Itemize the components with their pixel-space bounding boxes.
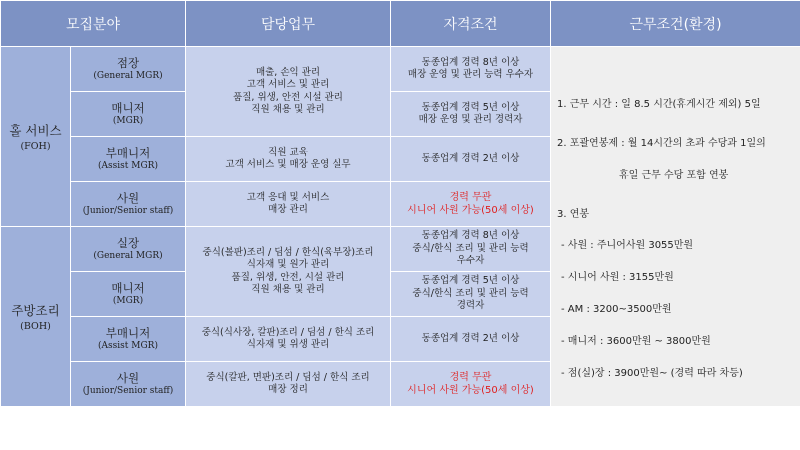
role-cell <box>71 227 186 272</box>
table-row <box>1 47 800 92</box>
role-title-en: (MGR) <box>112 295 144 306</box>
role-title: 매니저 <box>111 281 145 296</box>
duty-line: 중식(볼판)조리 / 딤섬 / 한식(육부장)조리 <box>202 246 374 258</box>
qualification-line: 매장 운영 및 관리 경력자 <box>418 114 523 125</box>
role-title-en: (MGR) <box>112 115 144 126</box>
duty-line: 중식(칼판, 면판)조리 / 딤섬 / 한식 조리 <box>206 371 370 383</box>
role-title-en: (General MGR) <box>93 250 163 261</box>
duty-cell <box>186 182 391 227</box>
role-title: 실장 <box>116 236 140 251</box>
duty-line: 매장 관리 <box>268 204 308 215</box>
role-title-en: (Junior/Senior staff) <box>82 385 174 396</box>
header-row <box>1 1 800 47</box>
duty-cell <box>186 317 391 362</box>
category-label: 주방조리 <box>11 303 60 318</box>
role-title-en: (General MGR) <box>93 70 163 81</box>
category-label-en: (FOH) <box>20 141 51 152</box>
role-title-en: (Assist MGR) <box>98 160 158 171</box>
salary-item: - AM : 3200~3500만원 <box>561 304 672 315</box>
role-title: 사원 <box>116 191 140 206</box>
qualification-cell <box>391 137 551 182</box>
qualification-cell <box>391 362 551 407</box>
qualification-line: 시니어 사원 가능(50세 이상) <box>407 385 534 396</box>
header-field: 모집분야 <box>1 1 186 47</box>
duty-line: 고객 서비스 및 매장 운영 실무 <box>225 159 351 170</box>
duty-cell <box>186 47 391 137</box>
role-cell <box>71 182 186 227</box>
duty-line: 품질, 위생, 안전, 시설 관리 <box>231 271 345 283</box>
duty-cell <box>186 137 391 182</box>
duty-line: 매장 정리 <box>268 384 308 395</box>
salary-item: - 시니어 사원 : 3155만원 <box>561 272 674 283</box>
qualification-line: 경력자 <box>456 300 485 312</box>
category-label-en: (BOH) <box>20 321 51 332</box>
header-conditions: 근무조건(환경) <box>551 1 800 47</box>
duty-cell <box>186 362 391 407</box>
conditions-cell <box>551 47 800 407</box>
category-label: 홀 서비스 <box>9 123 62 138</box>
qualification-line: 동종업계 경력 2년 이상 <box>421 152 520 164</box>
category-boh <box>1 227 71 407</box>
qualification-line: 중식/한식 조리 및 관리 능력 <box>412 287 529 299</box>
qualification-line: 중식/한식 조리 및 관리 능력 <box>412 242 529 254</box>
role-cell <box>71 47 186 92</box>
category-foh <box>1 47 71 227</box>
qualification-line: 동종업계 경력 5년 이상 <box>421 101 520 113</box>
qualification-line: 매장 운영 및 관리 능력 우수자 <box>407 69 534 80</box>
duty-line: 직원 교육 <box>268 146 308 158</box>
salary-item: - 매니저 : 3600만원 ~ 3800만원 <box>561 336 711 347</box>
role-cell <box>71 92 186 137</box>
qualification-cell <box>391 92 551 137</box>
qualification-line: 경력 무관 <box>449 372 492 383</box>
role-title: 매니저 <box>111 101 145 116</box>
condition-hours: 1. 근무 시간 : 일 8.5 시간(휴게시간 제외) 5일 <box>557 99 761 110</box>
role-title-en: (Junior/Senior staff) <box>82 205 174 216</box>
salary-item: - 사원 : 주니어사원 3055만원 <box>561 240 694 251</box>
qualification-line: 동종업계 경력 8년 이상 <box>421 230 520 242</box>
qualification-line: 동종업계 경력 5년 이상 <box>421 275 520 287</box>
qualification-cell <box>391 182 551 227</box>
duty-line: 식자재 및 원가 관리 <box>246 259 330 271</box>
header-duties: 담당업무 <box>186 1 391 47</box>
qualification-cell <box>391 317 551 362</box>
qualification-cell <box>391 227 551 272</box>
role-title: 부매니저 <box>105 326 151 341</box>
duty-line: 고객 응대 및 서비스 <box>246 191 330 203</box>
header-qualifications: 자격조건 <box>391 1 551 47</box>
role-title: 사원 <box>116 371 140 386</box>
role-title: 점장 <box>116 56 140 71</box>
qualification-cell <box>391 272 551 317</box>
role-cell <box>71 272 186 317</box>
duty-line: 고객 서비스 및 관리 <box>246 79 330 91</box>
condition-pay-system: 2. 포괄연봉제 : 월 14시간의 초과 수당과 1일의 <box>557 138 766 149</box>
qualification-line: 우수자 <box>456 255 485 267</box>
duty-line: 직원 채용 및 관리 <box>251 283 325 295</box>
duty-cell <box>186 227 391 317</box>
duty-line: 식자재 및 위생 관리 <box>246 339 330 350</box>
qualification-line: 동종업계 경력 8년 이상 <box>421 56 520 68</box>
duty-line: 직원 채용 및 관리 <box>251 103 325 115</box>
role-cell <box>71 362 186 407</box>
duty-line: 매출, 손익 관리 <box>255 66 321 78</box>
role-title: 부매니저 <box>105 146 151 161</box>
qualification-line: 시니어 사원 가능(50세 이상) <box>407 205 534 216</box>
duty-line: 품질, 위생, 안전 시설 관리 <box>233 91 343 103</box>
role-cell <box>71 317 186 362</box>
condition-salary-title: 3. 연봉 <box>557 209 590 220</box>
duty-line: 중식(식사장, 칼판)조리 / 딤섬 / 한식 조리 <box>201 326 375 338</box>
qualification-cell <box>391 47 551 92</box>
salary-item: - 점(실)장 : 3900만원~ (경력 따라 차등) <box>561 368 743 379</box>
qualification-line: 동종업계 경력 2년 이상 <box>421 332 520 344</box>
condition-pay-system-cont: 휴일 근무 수당 포함 연봉 <box>619 170 729 181</box>
role-title-en: (Assist MGR) <box>98 340 158 351</box>
role-cell <box>71 137 186 182</box>
qualification-line: 경력 무관 <box>449 192 492 203</box>
